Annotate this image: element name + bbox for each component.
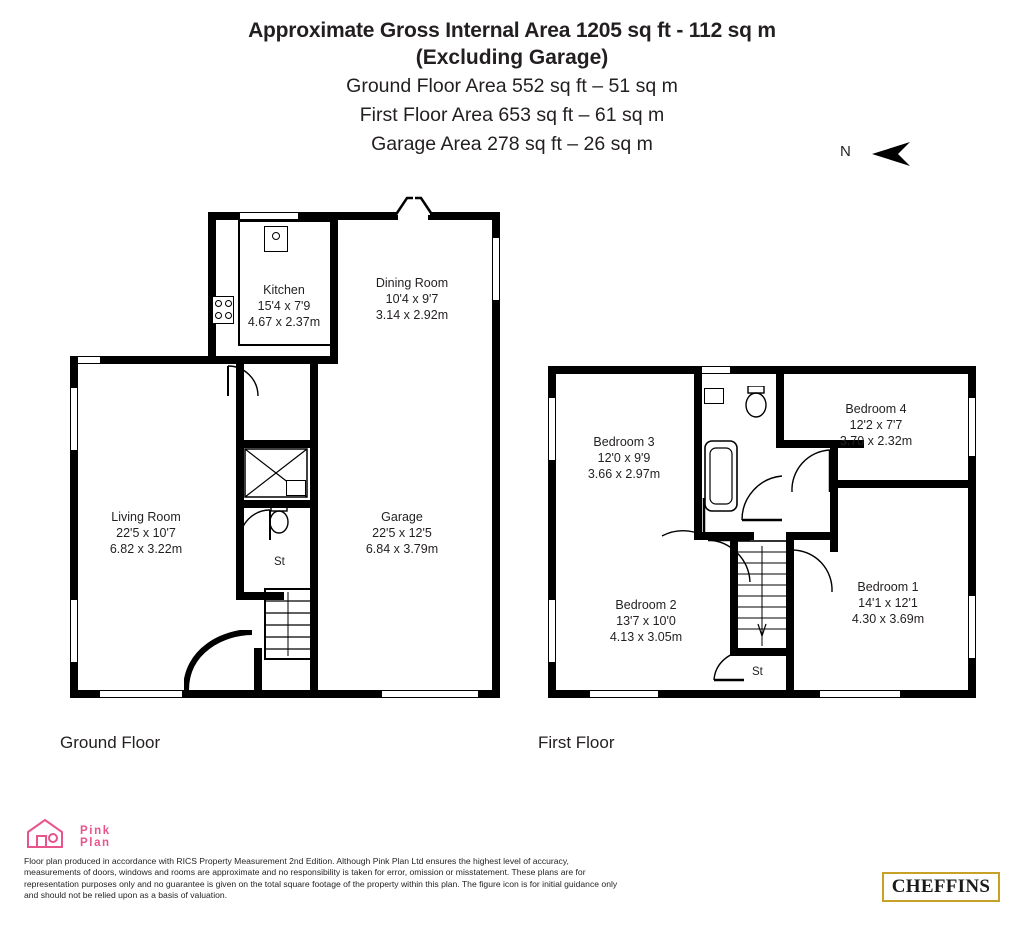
- page-title: Approximate Gross Internal Area 1205 sq ft - 112 sq m: [248, 19, 776, 42]
- wall: [428, 212, 500, 220]
- room-label-garage: Garage 22'5 x 12'5 6.84 x 3.79m: [365, 510, 439, 556]
- room-label-living-room: Living Room 22'5 x 10'7 6.82 x 3.22m: [109, 510, 183, 556]
- wall: [838, 480, 976, 488]
- wall: [220, 356, 228, 364]
- ground-floor-area-text: Ground Floor Area 552 sq ft – 51 sq m: [346, 75, 678, 97]
- door-swing-icon: [740, 470, 784, 522]
- garage-area-text: Garage Area 278 sq ft – 26 sq m: [371, 133, 653, 155]
- staircase: [264, 588, 312, 660]
- window: [590, 691, 658, 697]
- first-floor-area-text: First Floor Area 653 sq ft – 61 sq m: [359, 104, 665, 126]
- window: [700, 367, 730, 373]
- page-subtitle: (Excluding Garage): [415, 46, 609, 69]
- wall: [786, 532, 838, 540]
- porch-door-icon: [184, 630, 254, 692]
- room-label-bedroom-1: Bedroom 1 14'1 x 12'1 4.30 x 3.69m: [851, 580, 925, 626]
- sink-drain-icon: [272, 232, 280, 240]
- store-label-ground: St: [274, 556, 285, 568]
- door-swing-icon: [238, 508, 272, 542]
- pink-plan-house-icon: [24, 816, 68, 850]
- wall: [236, 440, 244, 506]
- room-label-bedroom-4: Bedroom 4 12'2 x 7'7 3.70 x 2.32m: [839, 402, 913, 448]
- window: [100, 691, 182, 697]
- room-label-bedroom-2: Bedroom 2 13'7 x 10'0 4.13 x 3.05m: [609, 598, 683, 644]
- pink-plan-logo: [24, 816, 111, 850]
- window: [71, 388, 77, 450]
- room-label-bedroom-3: Bedroom 3 12'0 x 9'9 3.66 x 2.97m: [587, 435, 661, 481]
- door-swing-icon: [660, 490, 706, 538]
- cheffins-label: CHEFFINS: [891, 876, 991, 897]
- room-label-dining-room: Dining Room 10'4 x 9'7 3.14 x 2.92m: [375, 276, 449, 322]
- cheffins-logo: [882, 872, 1000, 902]
- ground-floor-caption: Ground Floor: [60, 733, 161, 752]
- window: [820, 691, 900, 697]
- basin-icon: [286, 480, 306, 496]
- wall: [208, 212, 398, 220]
- window: [71, 600, 77, 662]
- compass: [840, 140, 910, 170]
- toilet-icon: [742, 386, 770, 422]
- wall: [548, 366, 976, 374]
- window: [382, 691, 478, 697]
- kitchen-counter: [240, 220, 336, 222]
- door-swing-icon: [790, 448, 834, 496]
- room-label-kitchen: Kitchen 15'4 x 7'9 4.67 x 2.37m: [247, 283, 321, 329]
- compass-label: N: [840, 143, 851, 160]
- pink-plan-label: Pink Plan: [80, 825, 111, 849]
- store-label-first: St: [752, 666, 763, 678]
- first-floor-caption: First Floor: [538, 733, 615, 752]
- wall: [776, 366, 784, 448]
- window: [78, 357, 100, 363]
- door-swing-icon: [226, 364, 260, 398]
- north-arrow-icon: [858, 140, 918, 170]
- disclaimer-text: Floor plan produced in accordance with RICS Property Measurement 2nd Edition. Although Pink Plan Ltd ensures the highest level of accuracy, measurements of doors, windows and rooms are approximate and no responsibility is taken for error, omission or misstatement. These plans are for representation purposes only and no guarantee is given on the total square footage of the property within this plan. The figure icon is for initial guidance only and should not be relied upon as a basis of valuation.: [24, 856, 618, 901]
- header-block: [0, 0, 1024, 159]
- kitchen-counter: [238, 344, 336, 346]
- basin-icon: [704, 388, 724, 404]
- door-swing-icon: [712, 650, 746, 682]
- window: [240, 213, 298, 219]
- window: [549, 600, 555, 662]
- door-swing-icon: [393, 196, 435, 218]
- door-swing-icon: [706, 538, 752, 584]
- wall: [236, 440, 310, 448]
- wall: [254, 648, 262, 698]
- window: [969, 398, 975, 456]
